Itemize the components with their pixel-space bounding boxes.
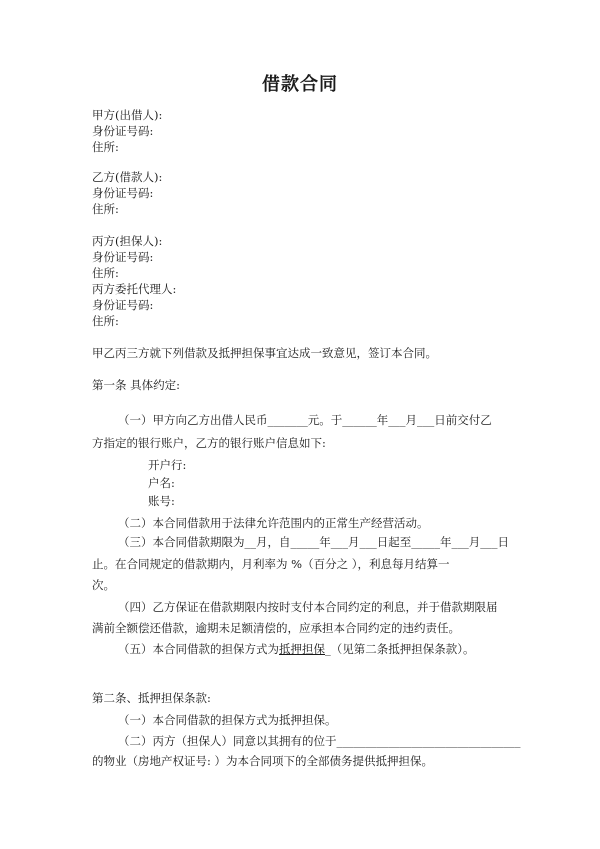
article-1-clause-3-line-3: 次。 — [92, 578, 115, 592]
account-name-label: 户名: — [148, 476, 175, 490]
bank-name-label: 开户行: — [148, 458, 187, 472]
party-b-address-label: 住所: — [92, 202, 119, 216]
article-1-clause-4-line-2: 满前全额偿还借款，逾期未足额清偿的，应承担本合同约定的违约责任。 — [92, 621, 460, 635]
article-1-clause-3-line-1: （三）本合同借款期限为__月，自_____年___月___日起至_____年___月___日 — [118, 535, 509, 549]
party-c-agent-label: 丙方委托代理人: — [92, 282, 177, 296]
article-1-clause-3-line-2: 止。在合同规定的借款期内，月利率为 %（百分之 ），利息每月结算一 — [92, 557, 450, 571]
article-2-heading: 第二条、抵押担保条款: — [92, 691, 211, 705]
article-1-clause-1-line-2: 方指定的银行账户，乙方的银行账户信息如下: — [92, 436, 326, 450]
article-2-clause-2-line-2: 的物业（房地产权证号: ）为本合同项下的全部债务提供抵押担保。 — [92, 754, 434, 768]
party-a-address-label: 住所: — [92, 140, 119, 154]
party-c-id-label: 身份证号码: — [92, 250, 154, 264]
party-c-address-label: 住所: — [92, 266, 119, 280]
document-title: 借款合同 — [262, 74, 338, 95]
guarantee-method-value: 抵押担保 — [279, 642, 325, 656]
article-1-clause-4-line-1: （四）乙方保证在借款期限内按时支付本合同约定的利息，并于借款期限届 — [118, 600, 498, 614]
article-1-clause-2: （二）本合同借款用于法律允许范围内的正常生产经营活动。 — [118, 516, 429, 530]
party-c-agent-address-label: 住所: — [92, 314, 119, 328]
preamble-text: 甲乙丙三方就下列借款及抵押担保事宜达成一致意见，签订本合同。 — [92, 346, 437, 360]
article-1-clause-5 — [118, 642, 475, 657]
party-a-id-label: 身份证号码: — [92, 124, 154, 138]
clause-5-prefix: （五）本合同借款的担保方式为 — [118, 642, 279, 656]
party-c-agent-id-label: 身份证号码: — [92, 298, 154, 312]
party-b-id-label: 身份证号码: — [92, 186, 154, 200]
clause-5-suffix: _（见第二条抵押担保条款）。 — [325, 642, 475, 656]
party-a-label: 甲方(出借人): — [92, 108, 163, 122]
article-1-clause-1-line-1: （一）甲方向乙方出借人民币_______元。于______年___月___日前交付乙 — [118, 413, 492, 427]
article-1-heading: 第一条 具体约定: — [92, 378, 181, 392]
party-c-label: 丙方(担保人): — [92, 234, 163, 248]
article-2-clause-1: （一）本合同借款的担保方式为抵押担保。 — [118, 713, 337, 727]
party-b-label: 乙方(借款人): — [92, 170, 163, 184]
account-number-label: 账号: — [148, 494, 175, 508]
article-2-clause-2-line-1: （二）丙方（担保人）同意以其拥有的位于________________________________ — [118, 734, 521, 748]
